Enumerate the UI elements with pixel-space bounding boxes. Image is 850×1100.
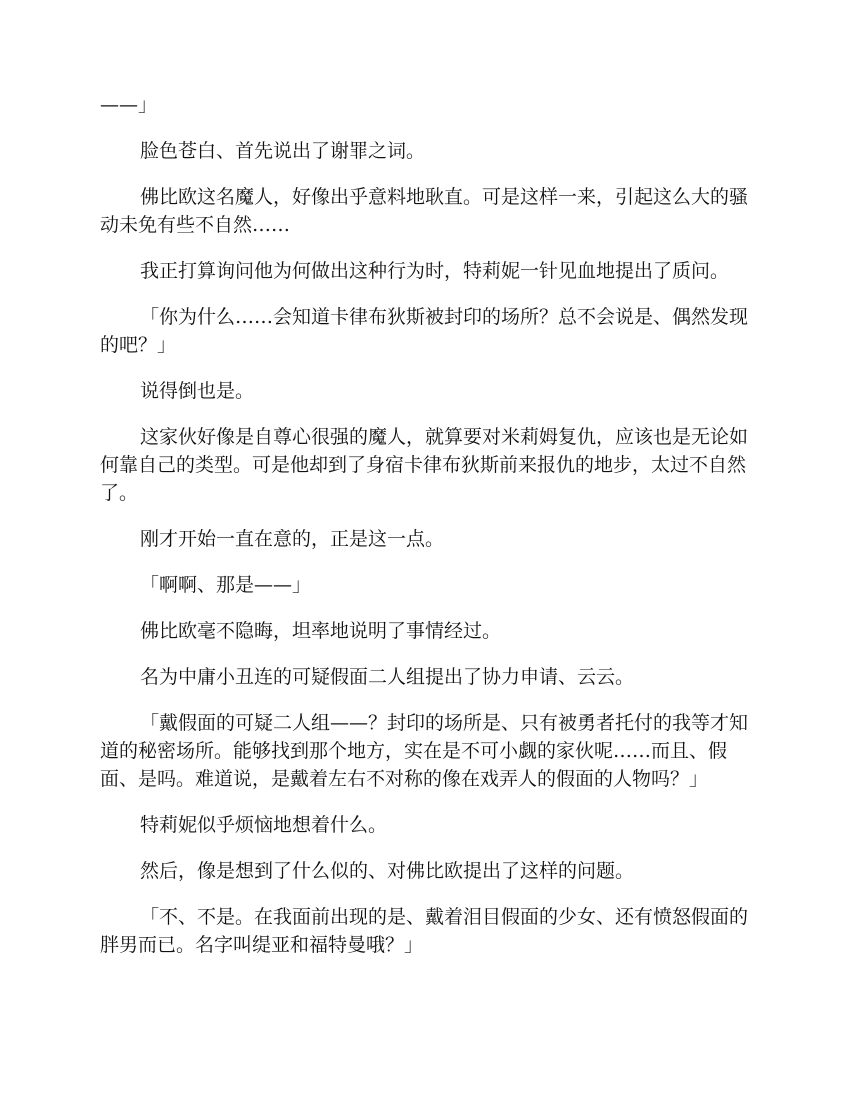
- paragraph: 「你为什么……会知道卡律布狄斯被封印的场所？总不会说是、偶然发现的吧？」: [100, 306, 749, 356]
- paragraph: 佛比欧这名魔人，好像出乎意料地耿直。可是这样一来，引起这么大的骚动未免有些不自然……: [100, 186, 749, 236]
- paragraph: 佛比欧毫不隐晦，坦率地说明了事情经过。: [140, 620, 502, 642]
- paragraph: 脸色苍白、首先说出了谢罪之词。: [140, 140, 426, 162]
- paragraph: 然后，像是想到了什么似的、对佛比欧提出了这样的问题。: [140, 860, 635, 882]
- paragraph: 「戴假面的可疑二人组——？封印的场所是、只有被勇者托付的我等才知道的秘密场所。能够找到那个地方，实在是不可小觑的家伙呢……而且、假面、是吗。难道说，是戴着左右不对称的像在戏弄人的假面的人物吗？」: [100, 712, 749, 790]
- paragraph: 这家伙好像是自尊心很强的魔人，就算要对米莉姆复仇，应该也是无论如何靠自己的类型。可是他却到了身宿卡律布狄斯前来报仇的地步，太过不自然了。: [100, 426, 749, 504]
- paragraph: 「啊啊、那是——」: [140, 574, 312, 596]
- paragraph: 刚才开始一直在意的，正是这一点。: [140, 528, 445, 550]
- paragraph: 特莉妮似乎烦恼地想着什么。: [140, 814, 388, 836]
- paragraph: 「不、不是。在我面前出现的是、戴着泪目假面的少女、还有愤怒假面的胖男而已。名字叫缇亚和福特曼哦？」: [100, 906, 749, 956]
- paragraph: 名为中庸小丑连的可疑假面二人组提出了协力申请、云云。: [140, 666, 635, 688]
- paragraph: 说得倒也是。: [140, 380, 255, 402]
- body-text: [100, 91, 750, 977]
- paragraph: 我正打算询问他为何做出这种行为时，特莉妮一针见血地提出了质问。: [140, 260, 730, 282]
- paragraph: ——」: [100, 94, 158, 116]
